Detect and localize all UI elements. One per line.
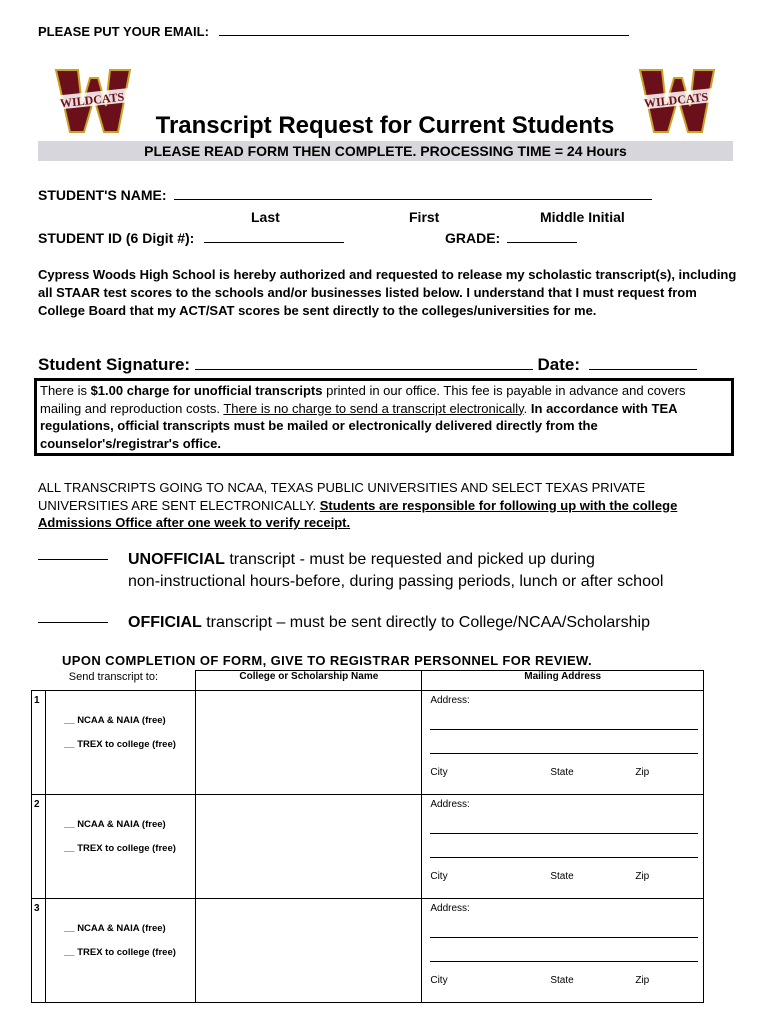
city-label: City bbox=[430, 975, 448, 986]
trex-option[interactable]: __ TREX to college (free) bbox=[63, 947, 176, 958]
city-label: City bbox=[430, 871, 448, 882]
official-option bbox=[38, 612, 650, 634]
address-line[interactable] bbox=[430, 833, 698, 834]
row-number: 3 bbox=[32, 899, 46, 1003]
mailing-address-cell[interactable] bbox=[422, 691, 704, 795]
page-title: Transcript Request for Current Students bbox=[155, 112, 615, 139]
college-name-cell[interactable] bbox=[196, 691, 422, 795]
date-input[interactable] bbox=[589, 369, 697, 370]
grade-input[interactable] bbox=[507, 242, 577, 243]
send-options bbox=[45, 795, 195, 899]
state-label: State bbox=[550, 871, 574, 882]
student-name-field bbox=[38, 187, 652, 203]
name-sublabel-first: First bbox=[409, 209, 440, 225]
unofficial-checkbox-line[interactable] bbox=[38, 559, 108, 560]
unofficial-option bbox=[38, 549, 663, 593]
notice-text: printed in our office. This fee is payable in advance and covers mailing and reproduction costs. bbox=[40, 383, 686, 416]
official-label: OFFICIAL bbox=[128, 614, 202, 631]
student-id-field bbox=[38, 230, 344, 246]
trex-option[interactable]: __ TREX to college (free) bbox=[63, 843, 176, 854]
signature-label: Student Signature: bbox=[38, 355, 191, 374]
row-number: 2 bbox=[32, 795, 46, 899]
name-sublabel-last: Last bbox=[251, 209, 280, 225]
send-to-header: Send transcript to: bbox=[32, 671, 196, 691]
notice-no-charge: There is no charge to send a transcript electronically bbox=[223, 400, 524, 416]
address-line[interactable] bbox=[430, 753, 698, 754]
student-id-input[interactable] bbox=[204, 242, 344, 243]
college-name-cell[interactable] bbox=[196, 899, 422, 1003]
electronic-notice-text: ALL TRANSCRIPTS GOING TO NCAA, TEXAS PUBLIC UNIVERSITIES AND SELECT TEXAS PRIVATE UNIVERSITIES ARE SENT ELECTRONICALLY. bbox=[38, 480, 646, 513]
state-label: State bbox=[550, 767, 574, 778]
notice-text: . bbox=[523, 400, 531, 416]
signature-field bbox=[38, 355, 738, 375]
authorization-text: Cypress Woods High School is hereby authorized and requested to release my scholastic transcript(s), including all STAAR test scores to the schools and/or businesses listed below. I understand that I must request from College Board that my ACT/SAT scores be sent directly to the colleges/universities for me. bbox=[38, 267, 737, 318]
notice-tea-regulations: In accordance with TEA regulations, official transcripts must be mailed or electronically delivered directly from the counselor's/registrar's office. bbox=[40, 400, 678, 451]
student-name-input[interactable] bbox=[174, 199, 652, 200]
address-line[interactable] bbox=[430, 961, 698, 962]
address-line[interactable] bbox=[430, 937, 698, 938]
send-options bbox=[45, 691, 195, 795]
ncaa-option[interactable]: __ NCAA & NAIA (free) bbox=[63, 819, 166, 830]
logo-text: WILDCATS bbox=[59, 89, 125, 111]
zip-label: Zip bbox=[635, 871, 650, 882]
email-input[interactable] bbox=[219, 35, 629, 36]
unofficial-text: transcript - must be requested and picked up during bbox=[224, 551, 595, 568]
student-id-label: STUDENT ID (6 Digit #): bbox=[38, 230, 195, 246]
follow-up-notice: Students are responsible for following up with the college Admissions Office after one week to verify receipt. bbox=[38, 497, 678, 530]
electronic-notice bbox=[38, 479, 738, 532]
mailing-address-cell[interactable] bbox=[422, 899, 704, 1003]
college-name-cell[interactable] bbox=[196, 795, 422, 899]
mailing-address-cell[interactable] bbox=[422, 795, 704, 899]
zip-label: Zip bbox=[635, 767, 650, 778]
notice-charge: $1.00 charge for unofficial transcripts bbox=[90, 383, 323, 398]
college-name-header: College or Scholarship Name bbox=[196, 671, 422, 691]
name-sublabel-middle: Middle Initial bbox=[540, 209, 625, 225]
state-label: State bbox=[550, 975, 574, 986]
notice-text: There is bbox=[40, 383, 91, 398]
address-label: Address: bbox=[430, 903, 470, 914]
completion-instruction: UPON COMPLETION OF FORM, GIVE TO REGISTRAR PERSONNEL FOR REVIEW. bbox=[62, 653, 592, 668]
logo-text: WILDCATS bbox=[643, 89, 709, 111]
official-checkbox-line[interactable] bbox=[38, 622, 108, 623]
city-label: City bbox=[430, 767, 448, 778]
table-row bbox=[32, 795, 704, 899]
unofficial-label: UNOFFICIAL bbox=[128, 551, 225, 568]
mailing-address-header: Mailing Address bbox=[422, 671, 704, 691]
signature-input[interactable] bbox=[195, 369, 533, 370]
address-label: Address: bbox=[430, 695, 470, 706]
email-field bbox=[38, 24, 629, 39]
ncaa-option[interactable]: __ NCAA & NAIA (free) bbox=[63, 715, 166, 726]
student-name-label: STUDENT'S NAME: bbox=[38, 187, 167, 203]
table-header bbox=[32, 671, 704, 691]
address-line[interactable] bbox=[430, 729, 698, 730]
zip-label: Zip bbox=[635, 975, 650, 986]
unofficial-text-cont: non-instructional hours-before, during passing periods, lunch or after school bbox=[128, 573, 664, 590]
table-row bbox=[32, 691, 704, 795]
row-number: 1 bbox=[32, 691, 46, 795]
email-label: PLEASE PUT YOUR EMAIL: bbox=[38, 24, 209, 39]
address-label: Address: bbox=[430, 799, 470, 810]
instructions-banner: PLEASE READ FORM THEN COMPLETE. PROCESSING TIME = 24 Hours bbox=[38, 141, 733, 161]
grade-label: GRADE: bbox=[445, 230, 501, 246]
ncaa-option[interactable]: __ NCAA & NAIA (free) bbox=[63, 923, 166, 934]
recipient-table bbox=[31, 670, 704, 1003]
fee-notice-box bbox=[34, 378, 734, 456]
trex-option[interactable]: __ TREX to college (free) bbox=[63, 739, 176, 750]
date-label: Date: bbox=[537, 355, 581, 374]
table-row bbox=[32, 899, 704, 1003]
grade-field bbox=[445, 230, 577, 246]
official-text: transcript – must be sent directly to College/NCAA/Scholarship bbox=[201, 614, 650, 631]
address-line[interactable] bbox=[430, 857, 698, 858]
send-options bbox=[45, 899, 195, 1003]
